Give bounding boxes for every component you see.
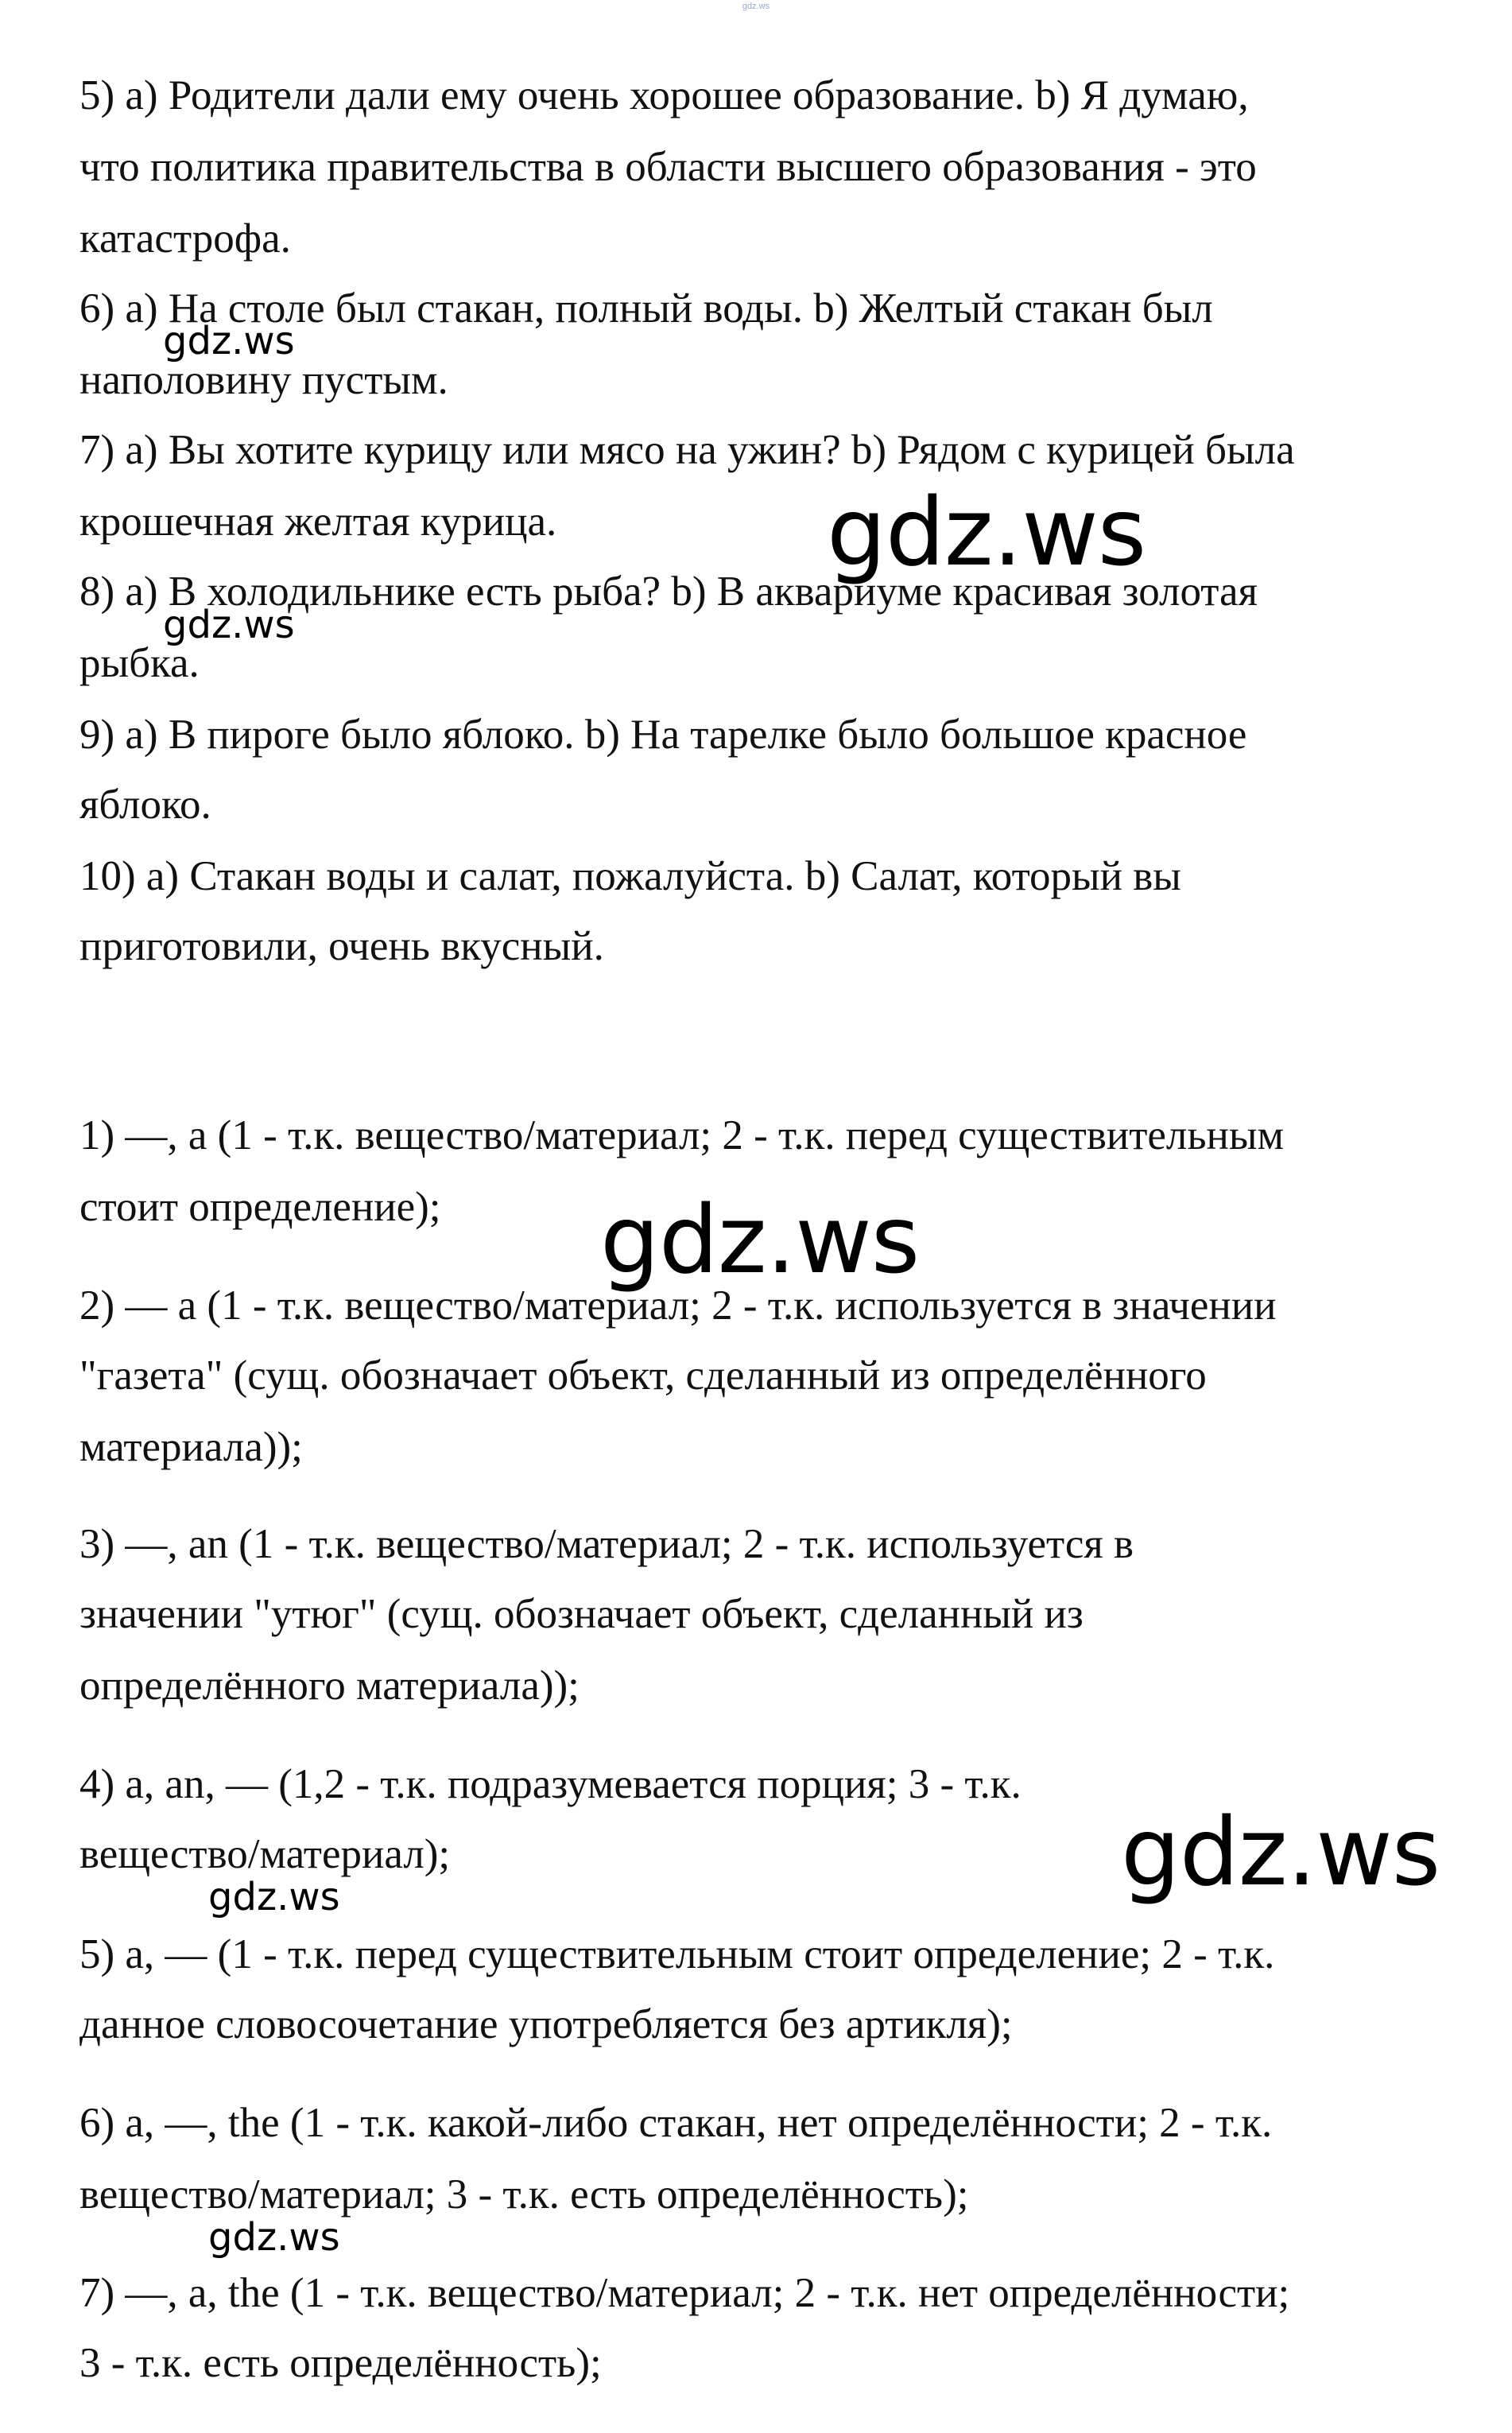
text-line: 7) —, a, the (1 - т.к. вещество/материал; 2 - т.к. нет определённости; <box>79 2270 1290 2316</box>
text-line: 2) — a (1 - т.к. вещество/материал; 2 - т.к. используется в значении <box>79 1282 1277 1329</box>
text-line: 8) a) В холодильнике есть рыба? b) В аквариуме красивая золотая <box>79 568 1258 615</box>
text-line: вещество/материал; 3 - т.к. есть определённость); <box>79 2171 969 2218</box>
watermark: gdz.ws <box>208 1875 340 1919</box>
text-line: наполовину пустым. <box>79 357 448 403</box>
text-line: яблоко. <box>79 782 211 828</box>
text-line: 7) a) Вы хотите курицу или мясо на ужин? b) Рядом с курицей была <box>79 427 1295 473</box>
watermark: gdz.ws <box>163 319 295 363</box>
watermark: gdz.ws <box>208 2215 340 2260</box>
text-line: катастрофа. <box>79 215 291 262</box>
text-line: приготовили, очень вкусный. <box>79 923 604 969</box>
text-line: 9) a) В пироге было яблоко. b) На тарелке было большое красное <box>79 712 1247 758</box>
text-line: 3 - т.к. есть определённость); <box>79 2340 602 2386</box>
text-line: 6) a) На столе был стакан, полный воды. b) Желтый стакан был <box>79 285 1213 332</box>
top-watermark: gdz.ws <box>742 2 770 11</box>
text-line: 5) a) Родители дали ему очень хорошее образование. b) Я думаю, <box>79 72 1249 118</box>
text-line: 5) a, — (1 - т.к. перед существительным стоит определение; 2 - т.к. <box>79 1931 1275 1977</box>
text-line: значении "утюг" (сущ. обозначает объект, сделанный из <box>79 1591 1084 1637</box>
watermark: gdz.ws <box>827 477 1146 587</box>
text-line: вещество/материал); <box>79 1831 451 1877</box>
text-line: 3) —, an (1 - т.к. вещество/материал; 2 - т.к. используется в <box>79 1521 1134 1567</box>
text-line: 10) a) Стакан воды и салат, пожалуйста. b) Салат, который вы <box>79 853 1181 899</box>
text-line: определённого материала)); <box>79 1663 580 1709</box>
watermark: gdz.ws <box>600 1185 920 1294</box>
text-line: материала)); <box>79 1424 303 1470</box>
text-line: что политика правительства в области высшего образования - это <box>79 144 1257 190</box>
text-line: рыбка. <box>79 640 200 686</box>
text-line: "газета" (сущ. обозначает объект, сделанный из определённого <box>79 1352 1207 1399</box>
text-line: данное словосочетание употребляется без артикля); <box>79 2001 1013 2047</box>
text-line: 4) a, an, — (1,2 - т.к. подразумевается порция; 3 - т.к. <box>79 1761 1022 1807</box>
text-line: стоит определение); <box>79 1184 441 1230</box>
text-line: крошечная желтая курица. <box>79 499 557 545</box>
text-line: 1) —, a (1 - т.к. вещество/материал; 2 - т.к. перед существительным <box>79 1112 1285 1158</box>
watermark: gdz.ws <box>163 603 295 647</box>
watermark: gdz.ws <box>1121 1797 1440 1907</box>
text-line: 6) a, —, the (1 - т.к. какой-либо стакан, нет определённости; 2 - т.к. <box>79 2100 1273 2146</box>
